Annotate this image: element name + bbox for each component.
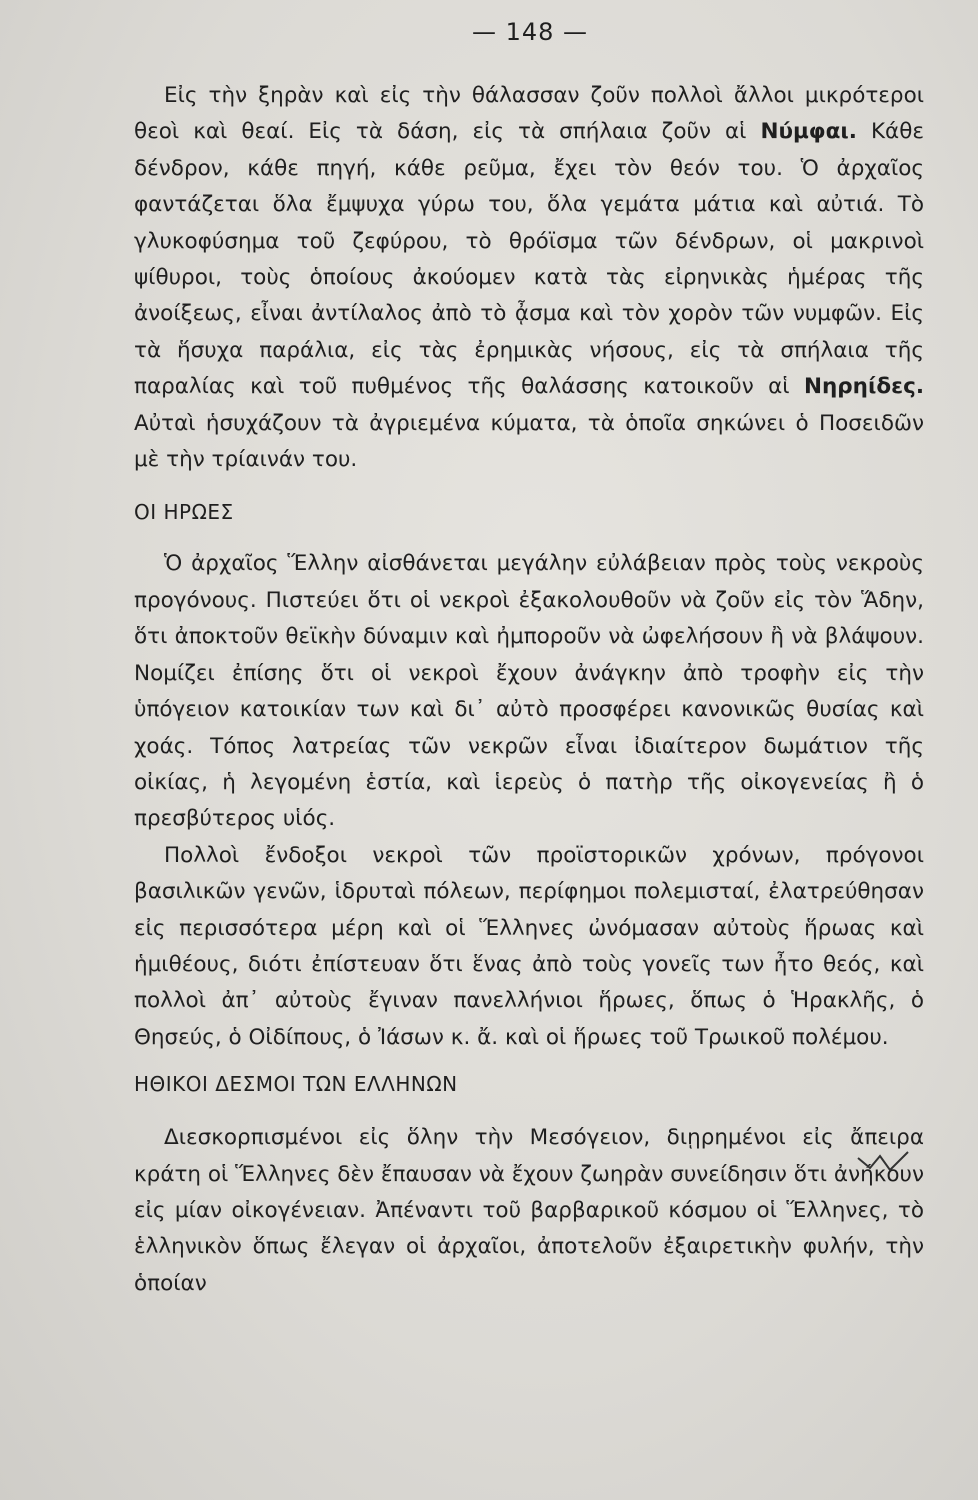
bonds-paragraph-1: Διεσκορπισμένοι εἰς ὅλην τὴν Μεσόγειον, διῃρημένοι εἰς ἄπειρα κράτη οἱ Ἕλληνες δὲν ἔπαυσαν νὰ ἔχουν ζωηρὰν συνείδησιν ὅτι ἀνήκουν εἰς μίαν οἰκογένειαν. Ἀπέναντι τοῦ βαρβαρικοῦ κόσμου οἱ Ἕλληνες, τὸ ἑλληνικὸν ὅπως ἔλεγαν οἱ ἀρχαῖοι, ἀποτελοῦν ἐξαιρετικὴν φυλήν, τὴν ὁποίαν xyxy=(134,1125,924,1296)
intro-text-3: Αὐταὶ ἡσυχάζουν τὰ ἀγριεμένα κύματα, τὰ ὁποῖα σηκώνει ὁ Ποσειδῶν μὲ τὴν τρίαινάν του. xyxy=(134,410,924,473)
section-heading-heroes: ΟΙ ΗΡΩΕΣ xyxy=(134,500,234,525)
handwritten-check-mark-icon xyxy=(850,1138,930,1178)
nymphs-term: Νύμφαι. xyxy=(760,119,857,145)
section-heading-moral-bonds: ΗΘΙΚΟΙ ΔΕΣΜΟΙ ΤΩΝ ΕΛΛΗΝΩΝ xyxy=(134,1072,458,1097)
page-content xyxy=(134,78,924,1302)
intro-text-1: Εἰς τὴν ξηρὰν καὶ εἰς τὴν θάλασσαν ζοῦν πολλοὶ ἄλλοι μικρότεροι θεοὶ καὶ θεαί. Εἰς τὰ δάση, εἰς τὰ σπήλαια ζοῦν αἱ xyxy=(134,83,924,145)
nereids-term: Νηρηίδες. xyxy=(803,374,924,400)
intro-text-2: Κάθε δένδρον, κάθε πηγή, κάθε ρεῦμα, ἔχει τὸν θεόν του. Ὁ ἀρχαῖος φαντάζεται ὅλα ἔμψυχα γύρω του, ὅλα γεμάτα μάτια καὶ αὐτιά. Τὸ γλυκοφύσημα τοῦ ζεφύρου, τὸ θρόϊσμα τῶν δένδρων, οἱ μακρινοὶ ψίθυροι, τοὺς ὁποίους ἀκούομεν κατὰ τὰς εἰρηνικὰς ἡμέρας τῆς ἀνοίξεως, εἶναι ἀντίλαλος ἀπὸ τὸ ᾆσμα καὶ τὸν χορὸν τῶν νυμφῶν. Εἰς τὰ ἥσυχα παράλια, εἰς τὰς ἐρημικὰς νήσους, εἰς τὰ σπήλαια τῆς παραλίας καὶ τοῦ πυθμένος τῆς θαλάσσης κατοικοῦν αἱ xyxy=(134,119,924,400)
intro-paragraph xyxy=(134,78,924,478)
heroes-paragraph-2: Πολλοὶ ἔνδοξοι νεκροὶ τῶν προϊστορικῶν χρόνων, πρόγονοι βασιλικῶν γενῶν, ἱδρυταὶ πόλεων, περίφημοι πολεμισταί, ἐλατρεύθησαν εἰς περισσότερα μέρη καὶ οἱ Ἕλληνες ὠνόμασαν αὐτοὺς ἥρωας καὶ ἡμιθέους, διότι ἐπίστευαν ὅτι ἕνας ἀπὸ τοὺς γονεῖς των ἦτο θεός, καὶ πολλοὶ ἀπ᾽ αὐτοὺς ἔγιναν πανελλήνιοι ἥρωες, ὅπως ὁ Ἡρακλῆς, ὁ Θησεύς, ὁ Οἰδίπους, ὁ Ἰάσων κ. ἄ. καὶ οἱ ἥρωες τοῦ Τρωικοῦ πολέμου. xyxy=(134,842,924,1050)
heroes-paragraph-1: Ὁ ἀρχαῖος Ἕλλην αἰσθάνεται μεγάλην εὐλάβειαν πρὸς τοὺς νεκροὺς προγόνους. Πιστεύει ὅτι οἱ νεκροὶ ἐξακολουθοῦν νὰ ζοῦν εἰς τὸν Ἅδην, ὅτι ἀποκτοῦν θεϊκὴν δύναμιν καὶ ἠμποροῦν νὰ ὠφελήσουν ἢ νὰ βλάψουν. Νομίζει ἐπίσης ὅτι οἱ νεκροὶ ἔχουν ἀνάγκην ἀπὸ τροφὴν εἰς τὴν ὑπόγειον κατοικίαν των καὶ δι᾽ αὐτὸ προσφέρει κανονικῶς θυσίας καὶ χοάς. Τόπος λατρείας τῶν νεκρῶν εἶναι ἰδιαίτερον δωμάτιον τῆς οἰκίας, ἡ λεγομένη ἑστία, καὶ ἱερεὺς ὁ πατὴρ τῆς οἰκογενείας ἢ ὁ πρεσβύτερος υἱός. xyxy=(134,551,924,832)
page-number: — 148 — xyxy=(471,18,589,46)
